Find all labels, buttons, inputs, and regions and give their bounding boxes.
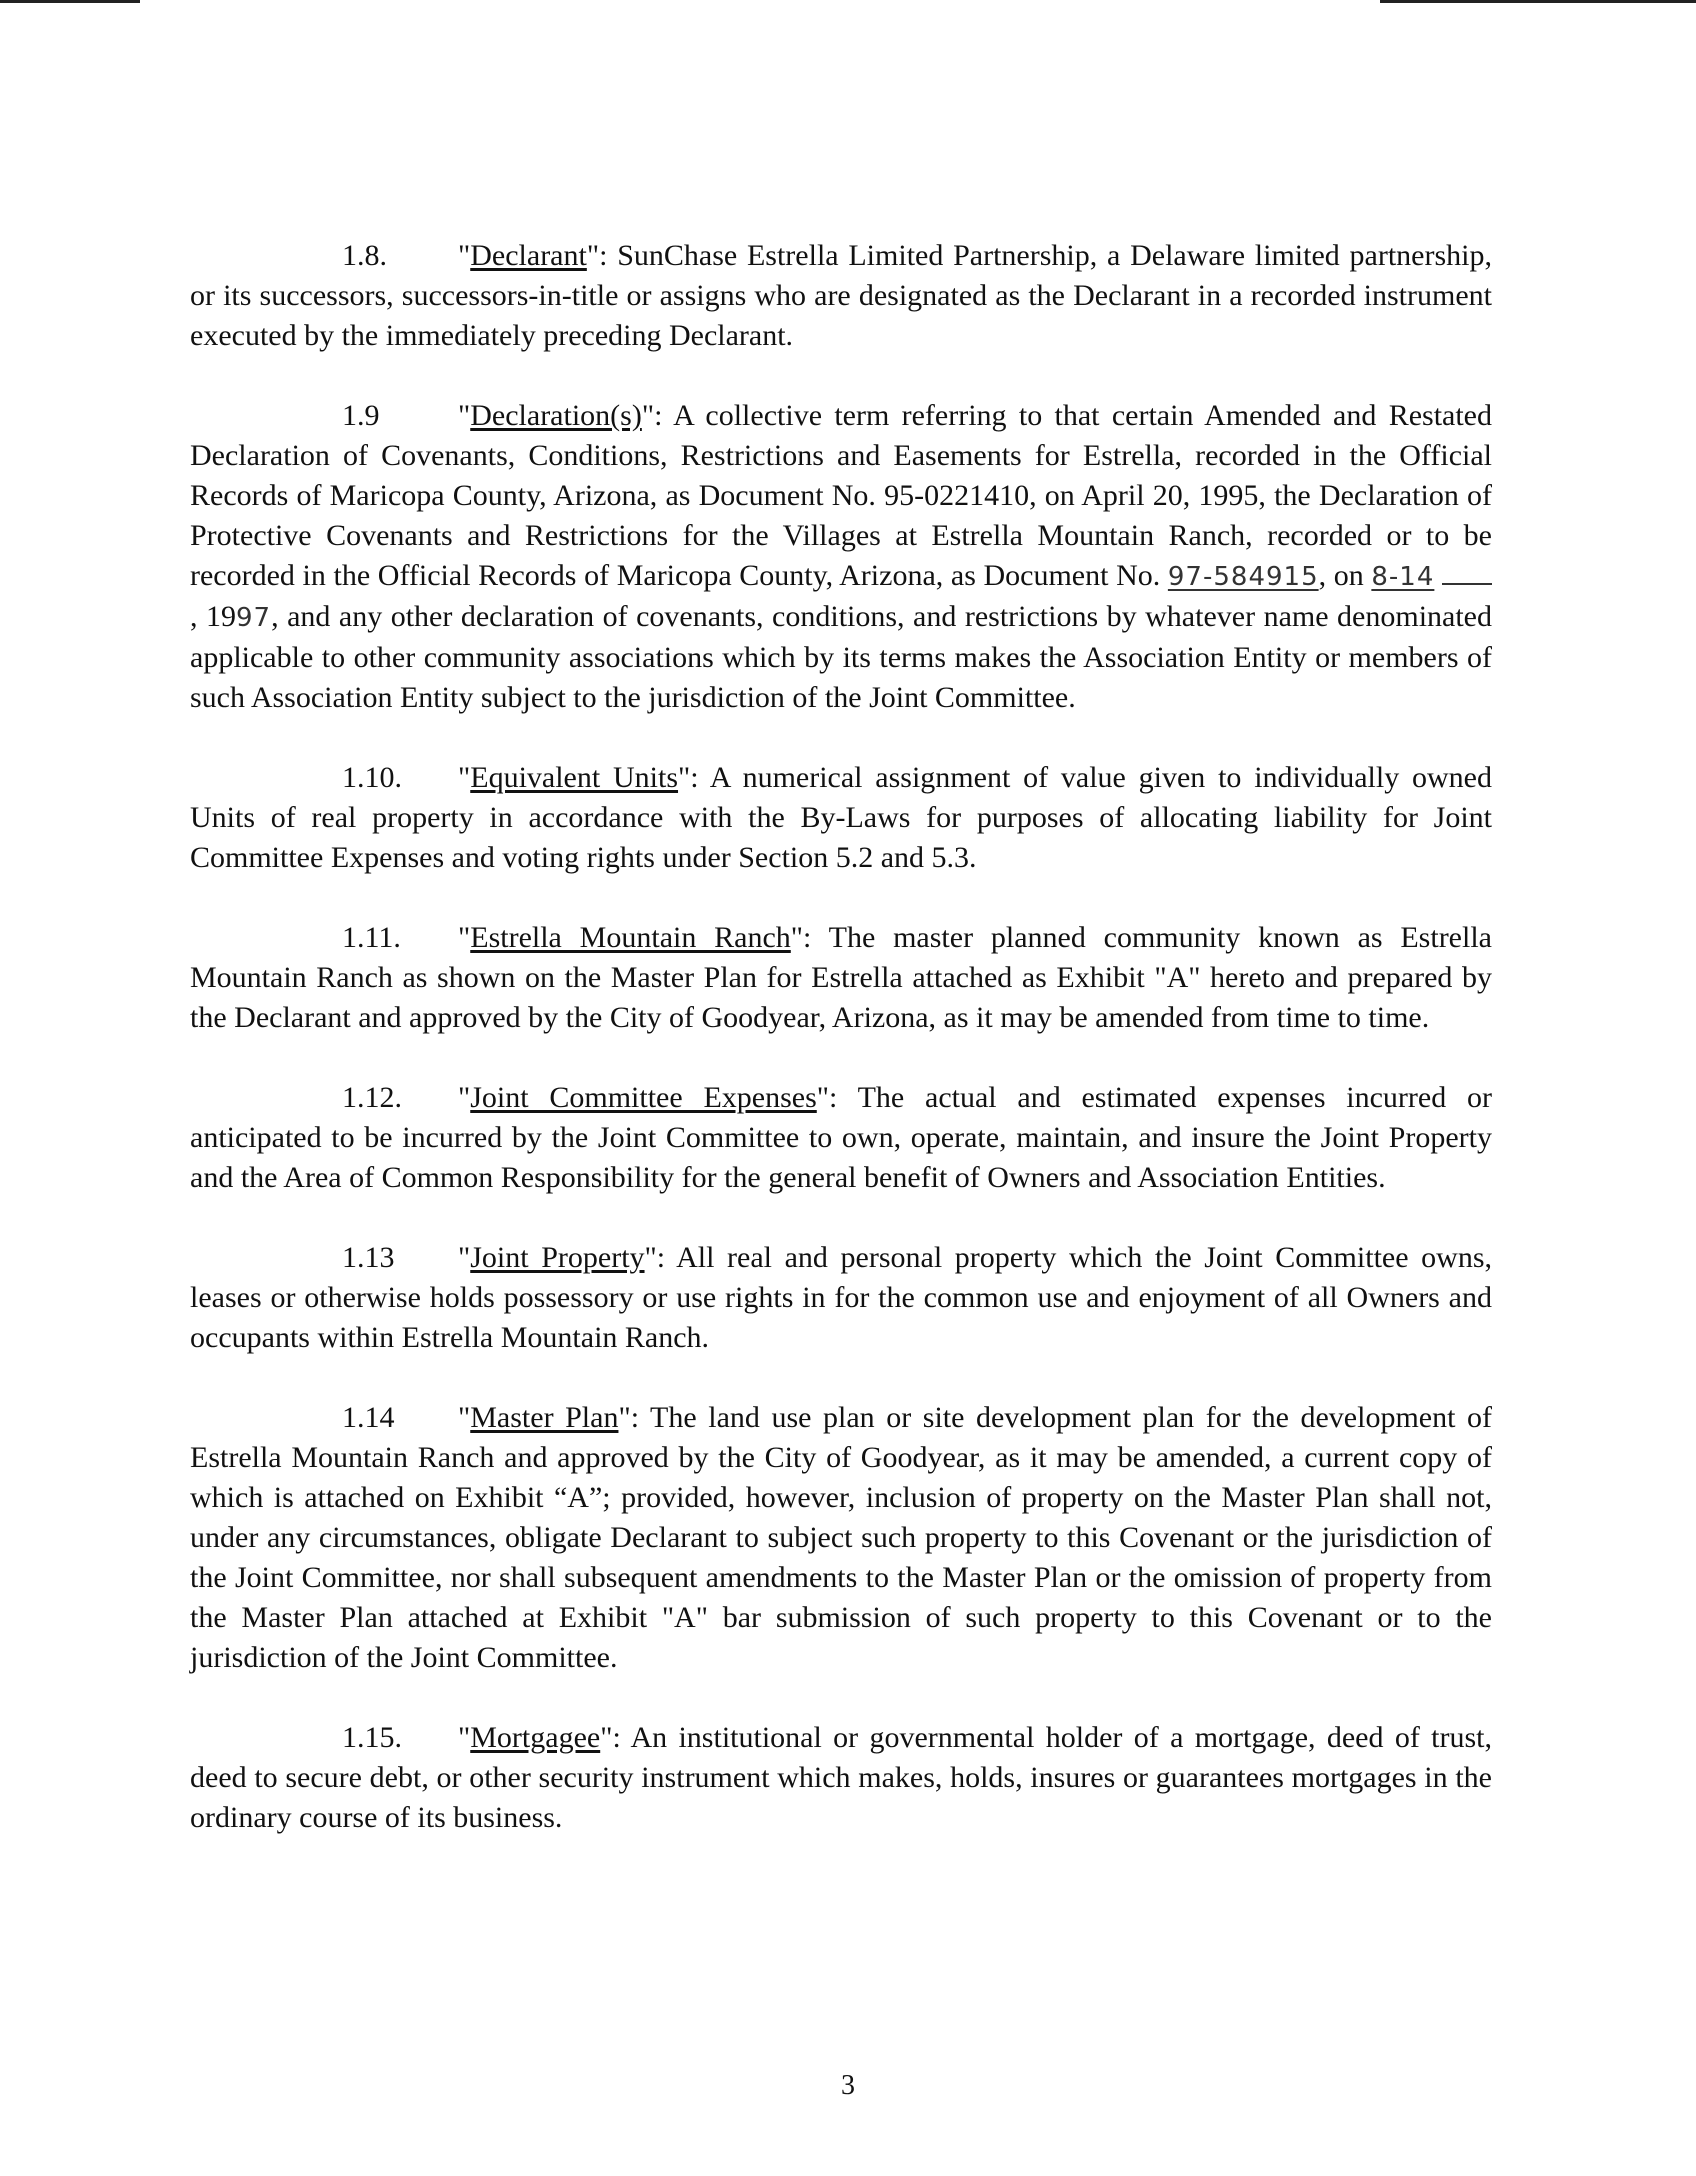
handwritten-year: 97 xyxy=(236,603,272,633)
section-1-9: 1.9 "Declaration(s)": A collective term referring to that certain Amended and Restated Declaration of Covenants, Conditions, Restrictions and Easements for Estrella, recorded in the Official Records of Maricopa County, Arizona, as Document No. 95-0221410, on April 20, 1995, the Declaration of Protective Covenants and Restrictions for the Villages at Estrella Mountain Ranch, recorded or to be recorded in the Official Records of Maricopa County, Arizona, as Document No. 97-584915, on 8-14 , 1997, and any other declaration of covenants, conditions, and restrictions by whatever name denominated applicable to other community associations which by its terms makes the Association Entity or members of such Association Entity subject to the jurisdiction of the Joint Committee. xyxy=(190,396,1492,718)
section-1-12: 1.12. "Joint Committee Expenses": The actual and estimated expenses incurred or anticipated to be incurred by the Joint Committee to own, operate, maintain, and insure the Joint Property and the Area of Common Responsibility for the general benefit of Owners and Association Entities. xyxy=(190,1078,1492,1198)
section-number: 1.14 xyxy=(342,1401,395,1434)
section-text: : The master planned community known as Estrella Mountain Ranch as shown on the Master Plan for Estrella attached as Exhibit "A" hereto and prepared by the Declarant and approved by the City of Goodyear, Arizona, as it may be amended from time to time. xyxy=(190,921,1492,1034)
section-text: : The actual and estimated expenses incurred or anticipated to be incurred by the Joint Committee to own, operate, maintain, and insure the Joint Property and the Area of Common Responsibility for the general benefit of Owners and Association Entities. xyxy=(190,1081,1492,1194)
section-text: , and any other declaration of covenants, conditions, and restrictions by whatever name denominated applicable to other community associations which by its terms makes the Association Entity or members of such Association Entity subject to the jurisdiction of the Joint Committee. xyxy=(190,600,1492,714)
section-number: 1.8. xyxy=(342,239,387,272)
section-number: 1.15. xyxy=(342,1721,402,1754)
section-number: 1.12. xyxy=(342,1081,402,1114)
section-1-8: 1.8. "Declarant": SunChase Estrella Limited Partnership, a Delaware limited partnership, or its successors, successors-in-title or assigns who are designated as the Declarant in a recorded instrument executed by the immediately preceding Declarant. xyxy=(190,236,1492,356)
section-number: 1.9 xyxy=(342,399,380,432)
defined-term: Mortgagee xyxy=(470,1721,601,1754)
defined-term: Declarant xyxy=(470,239,587,272)
section-1-11: 1.11. "Estrella Mountain Ranch": The master planned community known as Estrella Mountain Ranch as shown on the Master Plan for Estrella attached as Exhibit "A" hereto and prepared by the Declarant and approved by the City of Goodyear, Arizona, as it may be amended from time to time. xyxy=(190,918,1492,1038)
section-text: , 19 xyxy=(190,600,236,633)
handwritten-document-number: 97-584915 xyxy=(1167,562,1319,592)
handwritten-date: 8-14 xyxy=(1371,562,1435,592)
section-1-13: 1.13 "Joint Property": All real and personal property which the Joint Committee owns, leases or otherwise holds possessory or use rights in for the common use and enjoyment of all Owners and occupants within Estrella Mountain Ranch. xyxy=(190,1238,1492,1358)
defined-term: Joint Property xyxy=(470,1241,645,1274)
section-text: : A collective term referring to that certain Amended and Restated Declaration of Covenants, Conditions, Restrictions and Easements for Estrella, recorded in the Official Records of Maricopa County, Arizona, as Document No. 95-0221410, on April 20, 1995, the Declaration of Protective Covenants and Restrictions for the Villages at Estrella Mountain Ranch, recorded or to be recorded in the Official Records of Maricopa County, Arizona, as Document No. xyxy=(190,399,1492,592)
section-1-14: 1.14 "Master Plan": The land use plan or site development plan for the development of Estrella Mountain Ranch and approved by the City of Goodyear, as it may be amended, a current copy of which is attached on Exhibit “A”; provided, however, inclusion of property on the Master Plan shall not, under any circumstances, obligate Declarant to subject such property to this Covenant or the jurisdiction of the Joint Committee, nor shall subsequent amendments to the Master Plan or the omission of property from the Master Plan attached at Exhibit "A" bar submission of such property to this Covenant or to the jurisdiction of the Joint Committee. xyxy=(190,1398,1492,1678)
defined-term: Master Plan xyxy=(470,1401,619,1434)
blank-line xyxy=(1442,561,1492,585)
section-1-15: 1.15. "Mortgagee": An institutional or governmental holder of a mortgage, deed of trust, deed to secure debt, or other security instrument which makes, holds, insures or guarantees mortgages in the ordinary course of its business. xyxy=(190,1718,1492,1838)
defined-term: Estrella Mountain Ranch xyxy=(470,921,791,954)
scan-edge-mark xyxy=(1380,0,1696,3)
defined-term: Declaration(s) xyxy=(470,399,642,432)
section-text: : All real and personal property which the Joint Committee owns, leases or otherwise holds possessory or use rights in for the common use and enjoyment of all Owners and occupants within Estrella Mountain Ranch. xyxy=(190,1241,1492,1354)
section-number: 1.10. xyxy=(342,761,402,794)
document-body xyxy=(190,236,1492,1878)
page-number: 3 xyxy=(841,2070,855,2101)
section-number: 1.13 xyxy=(342,1241,395,1274)
scan-edge-mark xyxy=(0,0,140,3)
section-1-10: 1.10. "Equivalent Units": A numerical assignment of value given to individually owned Units of real property in accordance with the By-Laws for purposes of allocating liability for Joint Committee Expenses and voting rights under Section 5.2 and 5.3. xyxy=(190,758,1492,878)
section-text: : A numerical assignment of value given to individually owned Units of real property in accordance with the By-Laws for purposes of allocating liability for Joint Committee Expenses and voting rights under Section 5.2 and 5.3. xyxy=(190,761,1492,874)
section-text: : The land use plan or site development plan for the development of Estrella Mountain Ranch and approved by the City of Goodyear, as it may be amended, a current copy of which is attached on Exhibit “A”; provided, however, inclusion of property on the Master Plan shall not, under any circumstances, obligate Declarant to subject such property to this Covenant or the jurisdiction of the Joint Committee, nor shall subsequent amendments to the Master Plan or the omission of property from the Master Plan attached at Exhibit "A" bar submission of such property to this Covenant or to the jurisdiction of the Joint Committee. xyxy=(190,1401,1492,1674)
defined-term: Joint Committee Expenses xyxy=(470,1081,817,1114)
section-text: : An institutional or governmental holder of a mortgage, deed of trust, deed to secure debt, or other security instrument which makes, holds, insures or guarantees mortgages in the ordinary course of its business. xyxy=(190,1721,1492,1834)
section-text: : SunChase Estrella Limited Partnership, a Delaware limited partnership, or its successors, successors-in-title or assigns who are designated as the Declarant in a recorded instrument executed by the immediately preceding Declarant. xyxy=(190,239,1492,352)
section-number: 1.11. xyxy=(342,921,401,954)
section-text: , on xyxy=(1318,559,1372,592)
defined-term: Equivalent Units xyxy=(470,761,679,794)
